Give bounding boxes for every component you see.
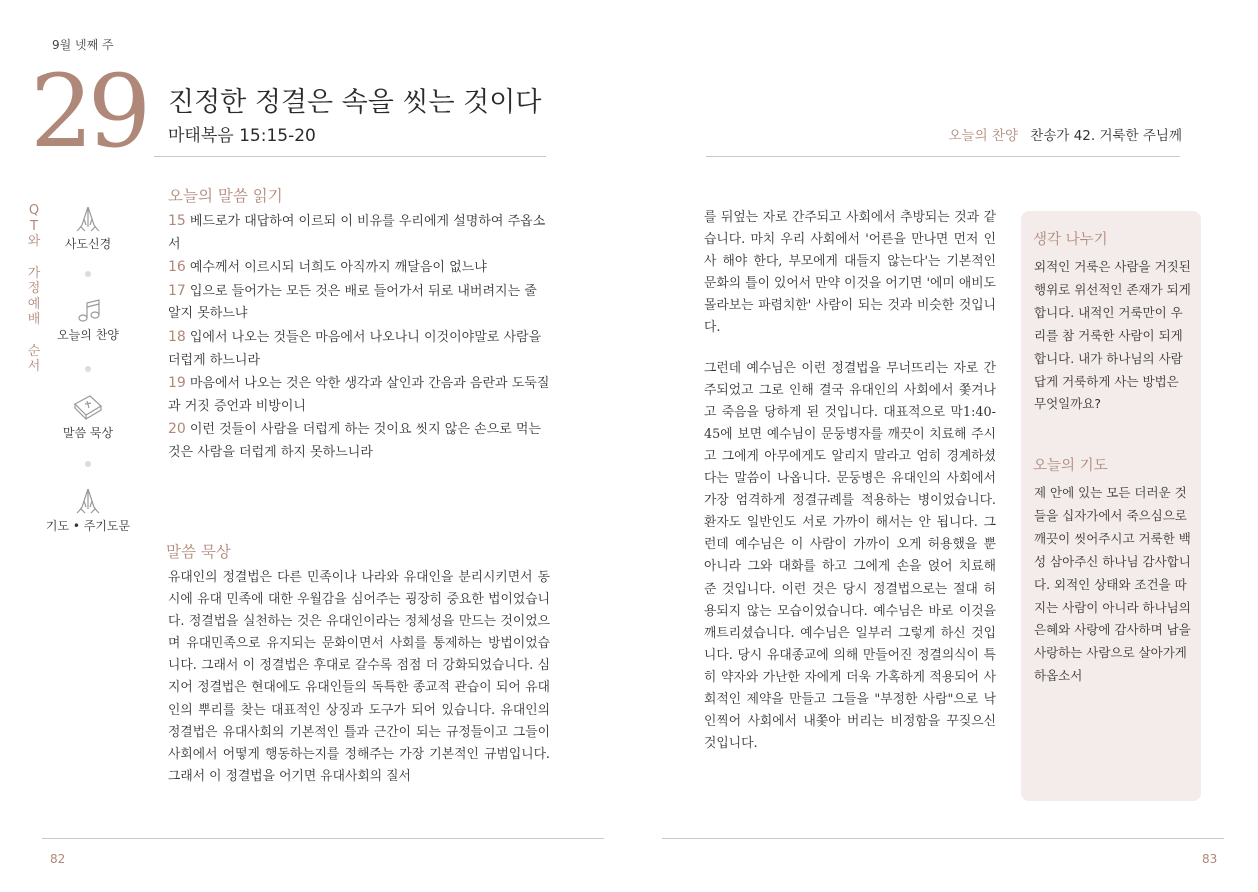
footer-divider-right: [662, 838, 1224, 839]
prayer-heading: 오늘의 기도: [1033, 458, 1108, 474]
verse-number: 20: [168, 421, 186, 438]
praying-hands-icon: [73, 487, 103, 515]
verse: [168, 210, 553, 256]
vertical-char: 배: [27, 312, 41, 327]
sidebar-item-label: 말씀 묵상: [62, 426, 114, 440]
verse: [168, 256, 553, 280]
separator-dot: [85, 461, 91, 467]
verse: [168, 372, 553, 418]
share-text: 외적인 거룩은 사람을 거짓된 행위로 위선적인 존재가 되게 합니다. 내적인 거룩만이 우리를 참 거룩한 사람이 되게 합니다. 내가 하나님의 사람답게 거룩하게 사는 방법은 무엇일까요?: [1034, 259, 1191, 412]
verse-number: 16: [168, 259, 186, 276]
verse-text: 예수께서 이르시되 너희도 아직까지 깨달음이 없느냐: [189, 260, 487, 276]
reading-heading: 오늘의 말씀 읽기: [168, 187, 283, 205]
hymn-label: 오늘의 찬양: [948, 128, 1018, 144]
hymn-value: 찬송가 42. 거룩한 주님께: [1030, 128, 1182, 144]
day-number: 29: [30, 53, 146, 170]
todays-hymn: [948, 124, 1182, 144]
meditation-heading: 말씀 묵상: [166, 543, 231, 561]
sidebar-item-label: 기도 • 주기도문: [45, 519, 131, 533]
sidebar-item-meditation: [38, 392, 138, 441]
footer-divider-left: [42, 838, 604, 839]
page-title: 진정한 정결은 속을 씻는 것이다: [168, 87, 542, 118]
sidebar-item-apostles-creed: [38, 205, 138, 252]
verse-number: 17: [168, 282, 186, 299]
share-heading: 생각 나누기: [1033, 232, 1108, 248]
vertical-char: 가: [27, 265, 41, 281]
scripture-reference: 마태복음 15:15-20: [168, 126, 316, 146]
bible-icon: [72, 392, 104, 422]
verse: [168, 418, 553, 464]
commentary-paragraph: 를 뒤엎는 자로 간주되고 사회에서 추방되는 것과 같습니다. 마치 우리 사회에서 '어른을 만나면 먼저 인사 해야 한다, 부모에게 대들지 않는다'는 기본적인 문화의 틀이 있어서 만약 이것을 어기면 '에미 애비도 몰라보는 파렴치한' 사람이 되는 것과 비슷한 것입니다.: [704, 210, 996, 336]
meditation-text: 유대인의 정결법은 다른 민족이나 나라와 유대인을 분리시키면서 동시에 유대 민족에 대한 우월감을 심어주는 굉장히 중요한 법이었습니다. 정결법을 실천하는 것은 유대인이라는 정체성을 만드는 것이었으며 유대민족으로 유지되는 문화이면서 사회를 통제하는 방법이었습니다. 그래서 이 정결법은 후대로 갈수록 점점 더 강화되었습니다. 심지어 정결법은 현대에도 유대인들의 독특한 종교적 관습이 되어 유대인의 뿌리를 찾는 대표적인 상징과 도구가 되어 있습니다. 유대인의 정결법은 유대사회의 기본적인 틀과 근간이 되는 규정들이고 그들이 사회에서 어떻게 행동하는지를 정해주는 가장 기본적인 규범입니다. 그래서 이 정결법을 어기면 유대사회의 질서: [168, 570, 550, 784]
verse-number: 19: [168, 375, 186, 392]
verse-text: 마음에서 나오는 것은 악한 생각과 살인과 간음과 음란과 도둑질과 거짓 증언과 비방이니: [168, 376, 550, 414]
header-divider-left: [154, 156, 546, 157]
verse-number: 18: [168, 328, 186, 345]
vertical-char: 서: [27, 359, 41, 374]
vertical-char: 와: [27, 234, 41, 249]
week-label: 9월 넷째 주: [52, 38, 114, 52]
commentary-column: [704, 207, 996, 807]
vertical-char: Q: [28, 203, 40, 218]
verse-list: [168, 210, 553, 465]
verse-text: 입으로 들어가는 모든 것은 배로 들어가서 뒤로 내버려지는 줄 알지 못하느냐: [168, 283, 537, 322]
sidebar-item-label: 사도신경: [64, 237, 112, 251]
sidebar-item-label: 오늘의 찬양: [57, 328, 119, 342]
praying-hands-icon: [73, 205, 103, 233]
sidebar-item-todays-hymn: [38, 298, 138, 343]
separator-dot: [85, 366, 91, 372]
commentary-paragraph: 그런데 예수님은 이런 정결법을 무너뜨리는 자로 간주되었고 그로 인해 결국 유대인의 사회에서 쫓겨나고 죽음을 당하게 된 것입니다. 대표적으로 막1:40-45에 보면 예수님이 문둥병자를 깨끗이 치료해 주시고 그에게 아무에게도 알리지 말라고 엄히 경계하셨다는 말씀이 나옵니다. 문둥병은 유대인의 사회에서 가장 엄격하게 정결규례를 적용하는 병이었습니다. 환자도 일반인도 서로 가까이 해서는 안 됩니다. 그런데 예수님은 이 사람이 가까이 오게 허용했을 뿐 아니라 그와 대화를 하고 그에게 손을 얹어 치료해 준 것입니다. 이런 것은 당시 정결법으로는 절대 허용되지 않는 모습이었습니다. 예수님은 바로 이것을 깨트리셨습니다. 예수님은 일부러 그렇게 하신 것입니다. 당시 유대종교에 의해 만들어진 정결의식이 특히 약자와 가난한 자에게 더욱 가혹하게 적용되어 사회적인 제약을 만들고 그들을 "부정한 사람"으로 낙인찍어 사회에서 내쫓아 버리는 비정함을 꾸짖으신 것입니다.: [704, 360, 996, 752]
vertical-char: 순: [27, 343, 41, 359]
vertical-char: 예: [27, 296, 41, 312]
separator-dot: [85, 271, 91, 277]
page-number-right: 83: [1202, 852, 1218, 866]
verse: [168, 326, 553, 372]
verse-text: 입에서 나오는 것들은 마음에서 나오나니 이것이야말로 사람을 더럽게 하느니라: [168, 329, 542, 368]
verse-number: 15: [168, 213, 186, 229]
music-note-icon: [73, 298, 103, 324]
prayer-text: 제 안에 있는 모든 더러운 것들을 십자가에서 죽으심으로 깨끗이 씻어주시고 거룩한 백성 삼아주신 하나님 감사합니다. 외적인 상태와 조건을 따지는 사람이 아니라 하나님의 은혜와 사랑에 감사하며 남을 사랑하는 사람으로 살아가게 하옵소서: [1034, 485, 1191, 684]
verse: [168, 280, 553, 326]
verse-text: 이런 것들이 사람을 더럽게 하는 것이요 씻지 않은 손으로 먹는 것은 사람을 더럽게 하지 못하느니라: [168, 422, 541, 460]
page-number-left: 82: [50, 852, 66, 866]
sidebar-item-prayer: [38, 487, 138, 534]
verse-text: 베드로가 대답하여 이르되 이 비유를 우리에게 설명하여 주옵소서: [168, 214, 546, 252]
vertical-char: T: [30, 218, 38, 234]
header-divider-right: [706, 156, 1180, 157]
vertical-char: 정: [27, 281, 41, 296]
